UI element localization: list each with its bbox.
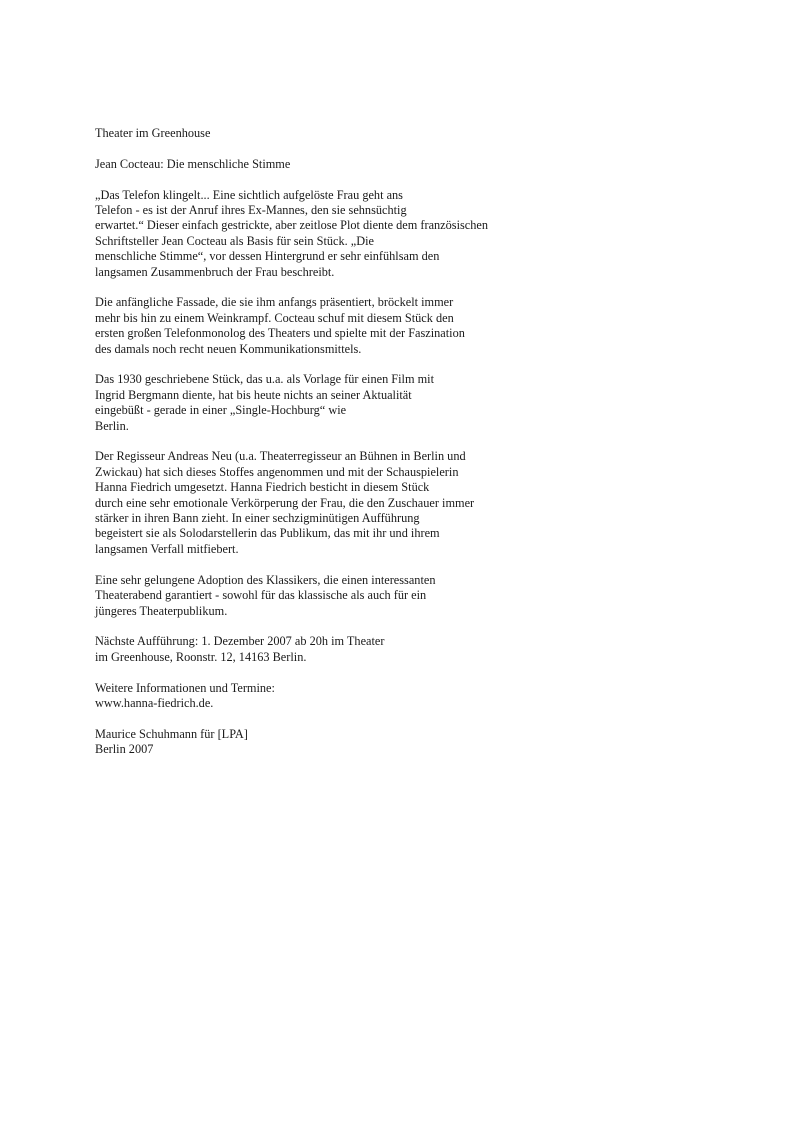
text-line: erwartet.“ Dieser einfach gestrickte, aber zeitlose Plot diente dem französischen — [95, 218, 488, 233]
text-line: Theaterabend garantiert - sowohl für das klassische als auch für ein — [95, 588, 427, 603]
text-line: Telefon - es ist der Anruf ihres Ex-Mannes, den sie sehnsüchtig — [95, 203, 407, 217]
text-line: „Das Telefon klingelt... Eine sichtlich aufgelöste Frau geht ans — [95, 187, 403, 202]
text-line: menschliche Stimme“, vor dessen Hintergrund er sehr einfühlsam den — [95, 249, 440, 264]
document-subheading: Jean Cocteau: Die menschliche Stimme — [95, 156, 291, 171]
text-line: Schriftsteller Jean Cocteau als Basis für sein Stück. „Die — [95, 233, 374, 248]
text-line: stärker in ihren Bann zieht. In einer sechzigminütigen Aufführung — [95, 511, 420, 526]
paragraph-history — [95, 372, 715, 434]
text-line: eingebüßt - gerade in einer „Single-Hochburg“ wie — [95, 403, 347, 418]
text-line: Hanna Fiedrich umgesetzt. Hanna Fiedrich besticht in diesem Stück — [95, 480, 430, 495]
text-line: begeistert sie als Solodarstellerin das Publikum, das mit ihr und ihrem — [95, 526, 440, 541]
text-line: des damals noch recht neuen Kommunikationsmittels. — [95, 341, 362, 356]
text-line: Ingrid Bergmann diente, hat bis heute nichts an seiner Aktualität — [95, 387, 412, 402]
text-line: jüngeres Theaterpublikum. — [95, 603, 228, 618]
paragraph-conclusion — [95, 573, 715, 619]
website-link: www.hanna-fiedrich.de. — [95, 695, 214, 710]
text-line: Die anfängliche Fassade, die sie ihm anfangs präsentiert, bröckelt immer — [95, 295, 454, 310]
paragraph-facade — [95, 295, 715, 357]
text-line: Nächste Aufführung: 1. Dezember 2007 ab 20h im Theater — [95, 634, 385, 649]
signature — [95, 727, 715, 758]
text-line: durch eine sehr emotionale Verkörperung der Frau, die den Zuschauer immer — [95, 495, 475, 510]
more-info-label: Weitere Informationen und Termine: — [95, 680, 275, 695]
document-page — [95, 126, 715, 773]
text-line: langsamen Verfall mitfiebert. — [95, 541, 239, 556]
text-line: Der Regisseur Andreas Neu (u.a. Theaterregisseur an Bühnen in Berlin und — [95, 449, 466, 464]
text-line: langsamen Zusammenbruch der Frau beschreibt. — [95, 264, 335, 279]
text-line: Berlin. — [95, 418, 129, 433]
author-credit: Maurice Schuhmann für [LPA] — [95, 726, 248, 741]
next-show-info — [95, 634, 715, 665]
text-line: ersten großen Telefonmonolog des Theaters und spielte mit der Faszination — [95, 326, 465, 341]
text-line: Das 1930 geschriebene Stück, das u.a. als Vorlage für einen Film mit — [95, 372, 435, 387]
text-line: im Greenhouse, Roonstr. 12, 14163 Berlin. — [95, 649, 307, 664]
paragraph-intro — [95, 188, 715, 280]
text-line: Zwickau) hat sich dieses Stoffes angenommen und mit der Schauspielerin — [95, 464, 459, 479]
paragraph-director — [95, 449, 715, 557]
document-heading: Theater im Greenhouse — [95, 126, 211, 140]
more-info — [95, 681, 715, 712]
place-year: Berlin 2007 — [95, 742, 154, 757]
text-line: mehr bis hin zu einem Weinkrampf. Cocteau schuf mit diesem Stück den — [95, 310, 454, 325]
text-line: Eine sehr gelungene Adoption des Klassikers, die einen interessanten — [95, 572, 436, 587]
